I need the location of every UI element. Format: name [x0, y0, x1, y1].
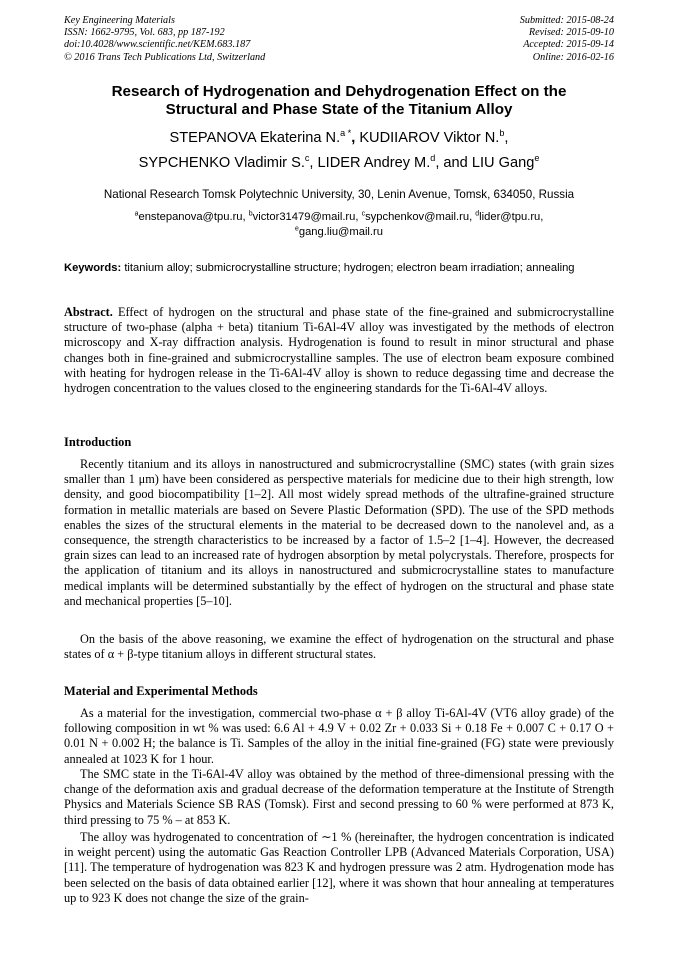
author-name: LIU Gang — [471, 155, 535, 171]
email-address: sypchenkov@mail.ru — [365, 211, 470, 223]
title-line-2: Structural and Phase State of the Titanium Alloy — [165, 101, 513, 118]
date-accepted: Accepted: 2015-09-14 — [523, 39, 614, 51]
email-separator: , — [540, 211, 544, 223]
author-line-2 — [64, 151, 614, 176]
author-separator: , — [504, 130, 509, 146]
date-revised: Revised: 2015-09-10 — [528, 27, 614, 39]
journal-doi: doi:10.4028/www.scientific.net/KEM.683.187 — [64, 39, 251, 51]
affiliation: National Research Tomsk Polytechnic University, 30, Lenin Avenue, Tomsk, 634050, Russia — [103, 188, 575, 201]
author-separator: , and — [435, 155, 472, 171]
email-separator: , — [469, 211, 476, 223]
date-submitted: Submitted: 2015-08-24 — [519, 15, 614, 26]
author-name: SYPCHENKO Vladimir S. — [138, 155, 305, 171]
email-address: victor31479@mail.ru — [252, 211, 356, 223]
author-name: KUDIIAROV Viktor N. — [359, 130, 500, 146]
author-name: LIDER Andrey M. — [317, 155, 431, 171]
journal-info — [64, 15, 265, 64]
journal-copyright: © 2016 Trans Tech Publications Ltd, Switzerland — [64, 51, 266, 63]
journal-name: Key Engineering Materials — [64, 15, 175, 26]
author-separator: , — [351, 130, 360, 146]
author-line-1 — [64, 126, 614, 151]
introduction-paragraph-1: Recently titanium and its alloys in nanostructured and submicrocrystalline (SMC) states (with grain sizes smaller than 1 μm) have been considered as perspective materials for medicine due to their high strength, low density, and good biocompatibility [1–2]. All most widely spread methods of the ultrafine-grained structure formation in metallic materials are based on Severe Plastic Deformation (SPD). The use of the SPD methods enables the sizes of the structural elements in the material to be decreased down to the nanolevel and, as a consequence, the strength characteristics to be increased by a factor of 1.5–2 [1–4]. However, the decreased grain sizes can lead to an increased rate of hydrogen absorption by metal polycrystals. Therefore, prospects for the application of titanium and its alloys in nanostructured and submicrocrystalline states to manufacture medical implants will be determined substantially by the effect of hydrogen on the structural and phase state and mechanical properties [5–10]. — [64, 457, 614, 608]
author-superscript: a * — [340, 128, 352, 139]
paper-title — [64, 83, 614, 119]
methods-paragraph-1: As a material for the investigation, commercial two-phase α + β alloy Ti-6Al-4V (VT6 alloy grade) of the following composition in wt % was used: 6.6 Al + 4.9 V + 0.02 Zr + 0.033 Si + 0.18 Fe + 0.007 C + 0.17 O + 0.01 N + 0.002 H; the balance is Ti. Samples of the alloy in the initial fine-grained (FG) state were previously annealed at 1023 K for 1 hour. — [64, 706, 614, 766]
email-superscript: e — [295, 225, 299, 233]
email-line-1 — [64, 210, 614, 225]
author-name: STEPANOVA Ekaterina N. — [169, 130, 341, 146]
author-separator: , — [309, 155, 318, 171]
journal-issn: ISSN: 1662-9795, Vol. 683, pp 187-192 — [64, 27, 225, 39]
author-superscript: b — [499, 128, 505, 139]
title-line-1: Research of Hydrogenation and Dehydrogenation Effect on the — [111, 83, 567, 100]
introduction-paragraph-2: On the basis of the above reasoning, we examine the effect of hydrogenation on the structural and phase states of α + β-type titanium alloys in different structural states. — [64, 632, 614, 662]
introduction-heading: Introduction — [64, 435, 132, 449]
email-line-2 — [64, 225, 614, 240]
abstract — [64, 305, 614, 396]
email-superscript: b — [248, 210, 253, 218]
author-superscript: c — [304, 153, 310, 164]
email-address: enstepanova@tpu.ru — [138, 211, 243, 223]
email-separator: , — [355, 211, 362, 223]
keywords — [64, 261, 614, 275]
methods-paragraph-2: The SMC state in the Ti-6Al-4V alloy was obtained by the method of three-dimensional pressing with the change of the deformation axis and gradual decrease of the deformation temperature at the Institute of Strength Physics and Materials Science SB RAS (Tomsk). First and second pressing to 60 % were performed at 873 K, third pressing to 75 % – at 853 K. — [64, 767, 614, 827]
keywords-label: Keywords: — [64, 262, 122, 274]
email-address: lider@tpu.ru — [479, 211, 541, 223]
author-superscript: e — [534, 153, 540, 164]
email-separator: , — [242, 211, 249, 223]
author-superscript: d — [430, 153, 436, 164]
submission-dates — [520, 15, 614, 64]
email-address: gang.liu@mail.ru — [298, 226, 383, 238]
email-superscript: d — [475, 210, 480, 218]
keywords-text: titanium alloy; submicrocrystalline structure; hydrogen; electron beam irradiation; annealing — [124, 262, 575, 274]
methods-heading: Material and Experimental Methods — [64, 684, 258, 698]
email-list — [64, 210, 614, 240]
abstract-label: Abstract. — [64, 305, 113, 319]
date-online: Online: 2016-02-16 — [532, 51, 614, 63]
email-superscript: a — [134, 210, 139, 218]
email-superscript: c — [361, 210, 366, 218]
abstract-text: Effect of hydrogen on the structural and phase state of the fine-grained and submicrocrystalline structure of two-phase (alpha + beta) titanium Ti-6Al-4V alloy was investigated by the methods of electron microscopy and X-ray diffraction analysis. Hydrogenation is found to result in minor structural and phase changes both in fine-grained and submicrocrystalline samples. The use of electron beam exposure combined with heating for hydrogen release in the Ti-6Al-4V alloy is shown to reduce degassing time and decrease the hydrogen concentration to the values closed to the engineering standards for the Ti-6Al-4V alloys. — [64, 305, 614, 396]
methods-paragraph-3: The alloy was hydrogenated to concentration of ∼1 % (hereinafter, the hydrogen concentration is indicated in weight percent) using the automatic Gas Reaction Controller LPB (Advanced Materials Corporation, USA) [11]. The temperature of hydrogenation was 823 K and hydrogen pressure was 2 atm. Hydrogenation mode has been selected on the basis of data obtained earlier [12], where it was shown that hour annealing at temperatures up to 923 K does not change the size of the grain- — [64, 830, 614, 905]
author-list — [64, 126, 614, 176]
